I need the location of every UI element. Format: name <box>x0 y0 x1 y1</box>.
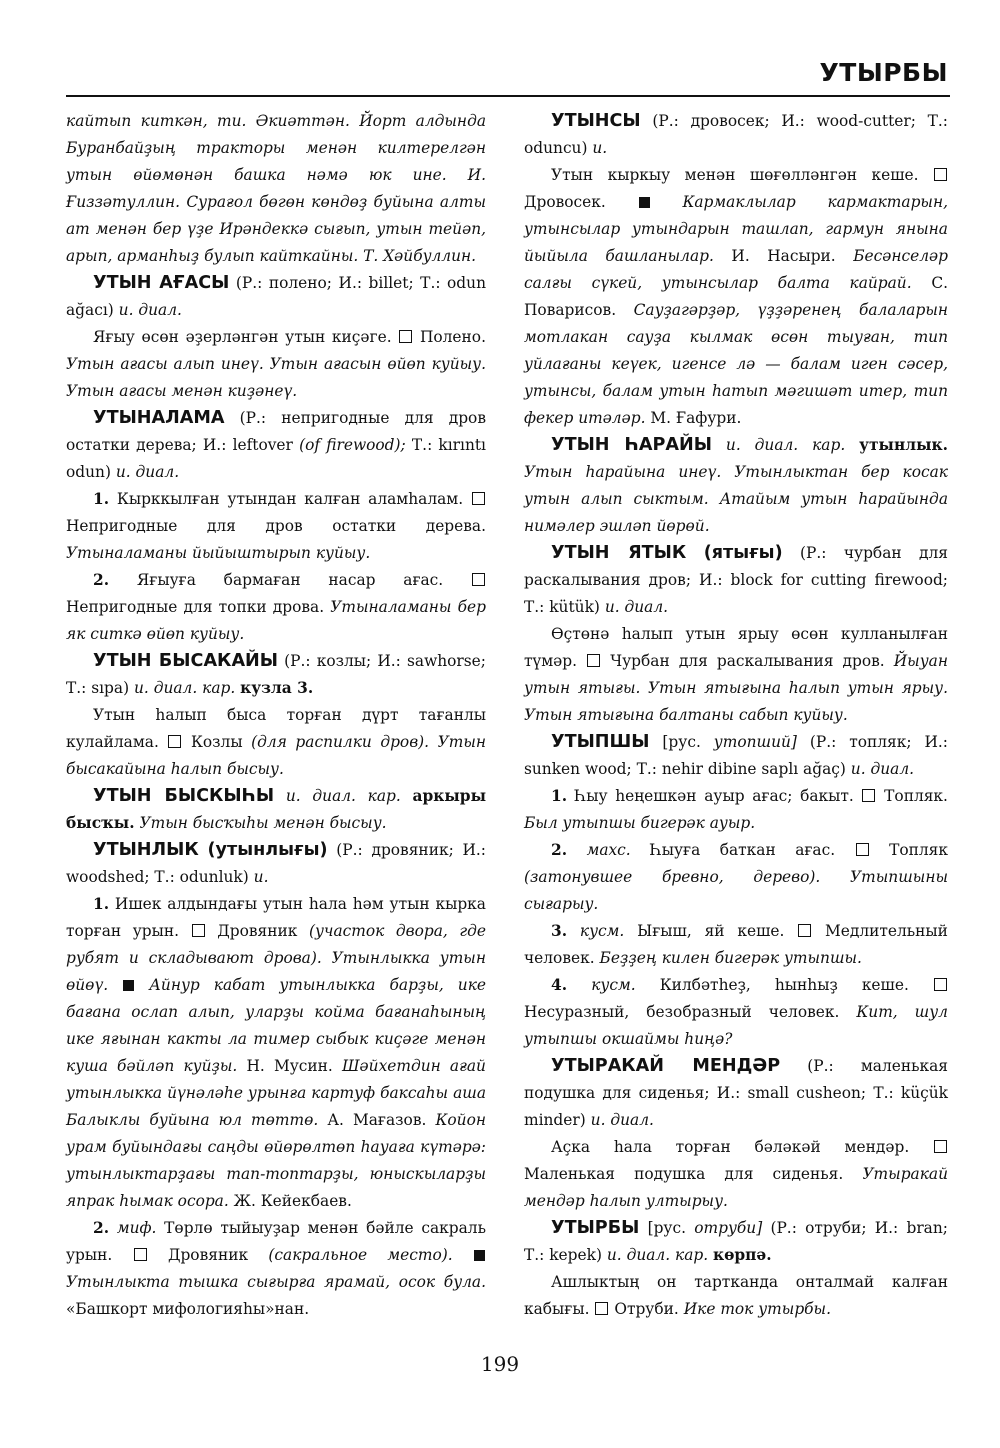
grammar-label: и. диал. <box>590 1111 654 1129</box>
etymology: [рус. <box>647 1219 687 1237</box>
quotation-author: А. Мағазов. <box>327 1111 427 1129</box>
sense-1 <box>524 783 948 837</box>
sense-number: 1. <box>93 895 110 913</box>
example: Кит, шул утыпшы окшаймы һиңә? <box>524 1003 948 1048</box>
quotation: Сауҙагәрҙәр, үҙҙәренең балаларын мотлакан сауҙа кылмак өсөн тыуған, тип уйлағаны кеүек, игенсе лә — балам иген сәсер, утынсы, балам утын һатып мәгишәт итер, тип фекер итәләр. <box>524 301 948 427</box>
entry-utyn-bysakayy <box>66 648 486 702</box>
translations: (Р.: отруби; И.: bran; Т.: kepek) <box>524 1219 948 1264</box>
grammar-label: махс. <box>586 841 631 859</box>
definition: Утын һалып быса торған дүрт тағанлы кулайлама. <box>66 706 486 751</box>
russian-note: (для распилки дров). <box>251 733 430 751</box>
continuation-paragraph: кайтып киткән, ти. Әкиәттән. Йорт алдында Буранбайҙың тракторы менән килтерелгән утын өйөмөнән башка нәмә юк ине. И. Ғиззәтуллин. Сурағол бөгөн көндөҙ буйына алты ат менән бер үҙе Ирәндеккә сығып, утын тейәп, арып, арманһыҙ булып кайткайны. Т. Хәйбуллин. <box>66 112 486 265</box>
headword: УТЫН ҺАРАЙЫ <box>551 435 712 455</box>
sense-number: 2. <box>551 841 568 859</box>
example: Был утыпшы бигерәк ауыр. <box>524 814 756 832</box>
quotation: Койон урам буйындағы саңды өйөрөлтөп һауаға күтәрә: утынлыктарҙағы тап-топтарҙы, юныскыларҙы япрак һымак осора. <box>66 1111 486 1210</box>
open-square-icon <box>934 978 947 991</box>
etymology-word: утопший] <box>713 733 797 751</box>
example: Ике ток утырбы. <box>683 1300 831 1318</box>
russian-equivalent: Несуразный, безобразный человек. <box>524 1003 840 1021</box>
headword: УТЫН ЯТЫК <box>551 543 687 563</box>
entry-utyn-agasy-sense <box>66 324 486 405</box>
russian-equivalent: Козлы <box>190 733 243 751</box>
quotation: Бесәнселәр салғы сүкей, утынсылар балта кайрай. <box>524 247 948 292</box>
grammar-label: и. диал. кар. <box>725 436 846 454</box>
translations: (Р.: дровяник; И.: woodshed; Т.: odunluk) <box>66 841 486 886</box>
sense-2 <box>524 837 948 918</box>
open-square-icon <box>192 924 205 937</box>
grammar-label: и. диал. <box>118 301 182 319</box>
running-head: УТЫРБЫ <box>819 58 948 87</box>
headword: УТЫПШЫ <box>551 732 650 752</box>
sense-number: 1. <box>93 490 110 508</box>
sense-number: 1. <box>551 787 568 805</box>
sense-number: 3. <box>551 922 568 940</box>
definition: Килбәтһеҙ, һынһыҙ кеше. <box>659 976 909 994</box>
definition: Яғыуға бармаған насар ағас. <box>136 571 444 589</box>
sense-4 <box>524 972 948 1053</box>
entry-utyn-yatyk <box>524 540 948 621</box>
definition: Һыуға баткан ағас. <box>650 841 836 859</box>
sense-2 <box>66 1215 486 1323</box>
definition: Аҫка һала торған бәләкәй мендәр. <box>551 1138 910 1156</box>
entry-utynsy <box>524 108 948 162</box>
russian-equivalent: Маленькая подушка для сиденья. <box>524 1165 844 1183</box>
russian-note: (затонувшее бревно, дерево). <box>524 868 821 886</box>
entry-utypshy <box>524 729 948 783</box>
definition: Өҫтөнә һалып утын ярыу өсөн кулланылған түмәр. <box>524 625 948 670</box>
quotation-author: Н. Мусин. <box>246 1057 333 1075</box>
open-square-icon <box>168 735 181 748</box>
example: Утыналаманы йыйыштырып куйыу. <box>66 544 371 562</box>
headword: УТЫНЛЫК <box>93 840 199 860</box>
translations: (Р.: дровосек; И.: wood-cutter; Т.: oduncu) <box>524 112 948 157</box>
quotation-author: И. Насыри. <box>731 247 836 265</box>
header-rule <box>66 95 950 97</box>
headword: УТЫН БЫСАКАЙЫ <box>93 651 279 671</box>
grammar-label: кусм. <box>591 976 636 994</box>
entry-utyn-bysakayy-sense <box>66 702 486 783</box>
grammar-label: кусм. <box>579 922 625 940</box>
headword: УТЫНСЫ <box>551 111 641 131</box>
grammar-label: и. <box>253 868 269 886</box>
example: Утыракай мендәр һалып ултырыу. <box>524 1165 948 1210</box>
open-square-icon <box>856 843 869 856</box>
etymology-word: отруби] <box>694 1219 763 1237</box>
definition: Ашлыктың он тартканда онталмай калған кабығы. <box>524 1273 948 1318</box>
entry-utyrakay-mender <box>524 1053 948 1134</box>
grammar-label: и. диал. <box>850 760 915 778</box>
russian-equivalent: Отруби. <box>614 1300 679 1318</box>
headword: УТЫРБЫ <box>551 1218 640 1238</box>
quotation-author: М. Ғафури. <box>650 409 742 427</box>
translations: (Р.: полено; И.: billet; Т.: odun ağacı) <box>66 274 486 319</box>
russian-equivalent: Дровяник <box>167 1246 249 1264</box>
translations: (Р.: топляк; И.: sunken wood; Т.: nehir dibine saplı ağaç) <box>524 733 948 778</box>
entry-utyn-agasy <box>66 270 486 324</box>
sense-number: 2. <box>93 1219 110 1237</box>
translations: (Р.: маленькая подушка для сиденья; И.: small cusheon; Т.: küçük minder) <box>524 1057 948 1129</box>
entry-utynalama <box>66 405 486 486</box>
open-square-icon <box>472 492 485 505</box>
entry-utyn-yatyk-sense <box>524 621 948 729</box>
grammar-label: миф. <box>116 1219 157 1237</box>
entry-utyn-byskyhy <box>66 783 486 837</box>
grammar-label: и. диал. <box>115 463 180 481</box>
headword: УТЫН АҒАСЫ <box>93 273 230 293</box>
russian-equivalent: Медлительный человек. <box>524 922 948 967</box>
russian-equivalent: Непригодные для дров остатки дерева. <box>66 517 486 535</box>
definition: Төрлө тыйыуҙар менән бәйле сакраль урын. <box>66 1219 486 1264</box>
sense-1 <box>66 891 486 1215</box>
quotation: Кармаклылар кармактарын, утынсылар утындарын ташлап, гармун янына йыйыла башланылар. <box>524 193 948 265</box>
entry-utyrby <box>524 1215 948 1269</box>
left-column <box>66 108 486 1323</box>
filled-square-icon <box>639 197 650 208</box>
russian-equivalent: Дровосек. <box>524 193 606 211</box>
headword: УТЫРАКАЙ МЕНДӘР <box>551 1056 781 1076</box>
open-square-icon <box>798 924 811 937</box>
right-column <box>524 108 948 1323</box>
sense-3 <box>524 918 948 972</box>
source: «Башкорт мифологияһы»нан. <box>66 1300 310 1318</box>
definition: Яғыу өсөн әҙерләнгән утын киҫәге. <box>93 328 392 346</box>
russian-note: (участок двора, где рубят и складывают дрова). <box>66 922 486 967</box>
cross-reference: утынлык. <box>859 436 948 454</box>
open-square-icon <box>399 330 412 343</box>
russian-note: (сакральное место). <box>268 1246 453 1264</box>
example: Утын ағасы алып инеү. Утын ағасын өйөп куйыу. Утын ағасы менән киҙәнеү. <box>66 355 486 400</box>
entry-utyn-harayy <box>524 432 948 540</box>
sense-number: 2. <box>93 571 110 589</box>
etymology: [рус. <box>662 733 701 751</box>
cross-reference: көрпә. <box>713 1246 772 1264</box>
translations: (Р.: чурбан для раскалывания дров; И.: block for cutting firewood; Т.: kütük) <box>524 544 948 616</box>
translations-turkish: Т.: kırıntı odun) <box>66 436 486 481</box>
definition: Һыу һеңешкән ауыр ағас; бакыт. <box>574 787 854 805</box>
entry-utynlyk <box>66 837 486 891</box>
definition: Утын кыркыу менән шөғөлләнгән кеше. <box>551 166 919 184</box>
definition: Ығыш, яй кеше. <box>637 922 785 940</box>
open-square-icon <box>862 789 875 802</box>
translation-note: (of firewood); <box>299 436 406 454</box>
open-square-icon <box>472 573 485 586</box>
open-square-icon <box>595 1302 608 1315</box>
page-number: 199 <box>480 1352 520 1376</box>
quotation: Шәйхетдин ағай утынлыкка йүнәләһе урынға картуф баксаһы аша Балыклы буйына юл төттө. <box>66 1057 486 1129</box>
quotation-author: С. Поварисов. <box>524 274 948 319</box>
open-square-icon <box>934 1140 947 1153</box>
example: Утынлыкта тышка сығырға ярамай, осок була. <box>66 1273 486 1291</box>
example: Йыуан утын ятығы. Утын ятығына һалып утын ярыу. Утын ятығына балтаны сабып куйыу. <box>524 652 948 724</box>
definition: Кырккылған утындан калған аламһалам. <box>116 490 464 508</box>
headword: УТЫНАЛАМА <box>93 408 225 428</box>
grammar-label: и. диал. кар. <box>285 787 401 805</box>
russian-equivalent: Топляк <box>889 841 948 859</box>
grammar-label: и. диал. кар. <box>606 1246 709 1264</box>
sense-2 <box>66 567 486 648</box>
grammar-label: и. <box>592 139 608 157</box>
quotation-author: Ж. Кейекбаев. <box>233 1192 352 1210</box>
filled-square-icon <box>474 1250 485 1261</box>
sense-1 <box>66 486 486 567</box>
example: Утын һарайына инеү. Утынлыктан бер косак утын алып сыктым. Атайым утын һарайында нимәлер эшләп йөрөй. <box>524 463 948 535</box>
open-square-icon <box>587 654 600 667</box>
russian-equivalent: Чурбан для раскалывания дров. <box>610 652 885 670</box>
quotation: Айнур кабат утынлыкка барҙы, ике бағана ослап алып, уларҙы койма бағанаһының ике яғынан какты ла тимер сыбык киҫәге менән куша бәйләп куйҙы. <box>66 976 486 1075</box>
translations: (Р.: непригодные для дров остатки дерева; И.: leftover <box>66 409 486 454</box>
example: Утыпшыны сығарыу. <box>524 868 948 913</box>
definition: Ишек алдындағы утын һала һәм утын кырка торған урын. <box>66 895 486 940</box>
russian-equivalent: Непригодные для топки дрова. <box>66 598 325 616</box>
example: Утын бысҡыһы менән бысыу. <box>139 814 387 832</box>
russian-equivalent: Топляк. <box>884 787 948 805</box>
open-square-icon <box>134 1248 147 1261</box>
russian-equivalent: Дровяник <box>217 922 298 940</box>
open-square-icon <box>934 168 947 181</box>
cross-reference: аркыры бысҡы. <box>66 787 486 832</box>
example: Беҙҙең килен бигерәк утыпшы. <box>599 949 862 967</box>
translations: (Р.: козлы; И.: sawhorse; Т.: sıpa) <box>66 652 486 697</box>
cross-reference: кузла 3. <box>240 679 314 697</box>
headword-variant: (утынлығы) <box>207 840 328 860</box>
grammar-label: и. диал. кар. <box>134 679 236 697</box>
grammar-label: и. диал. <box>604 598 669 616</box>
headword-variant: (ятығы) <box>703 543 783 563</box>
example: Утынлыкка утын өйөү. <box>66 949 486 994</box>
russian-equivalent: Полено. <box>419 328 486 346</box>
headword: УТЫН БЫСКЫҺЫ <box>93 786 275 806</box>
filled-square-icon <box>123 980 134 991</box>
sense-number: 4. <box>551 976 568 994</box>
entry-utyrakay-mender-sense <box>524 1134 948 1215</box>
example: Утын бысакайына һалып бысыу. <box>66 733 486 778</box>
example: Утыналаманы бер як ситкә өйөп куйыу. <box>66 598 486 643</box>
entry-utynsy-sense <box>524 162 948 432</box>
entry-utyrby-sense <box>524 1269 948 1323</box>
